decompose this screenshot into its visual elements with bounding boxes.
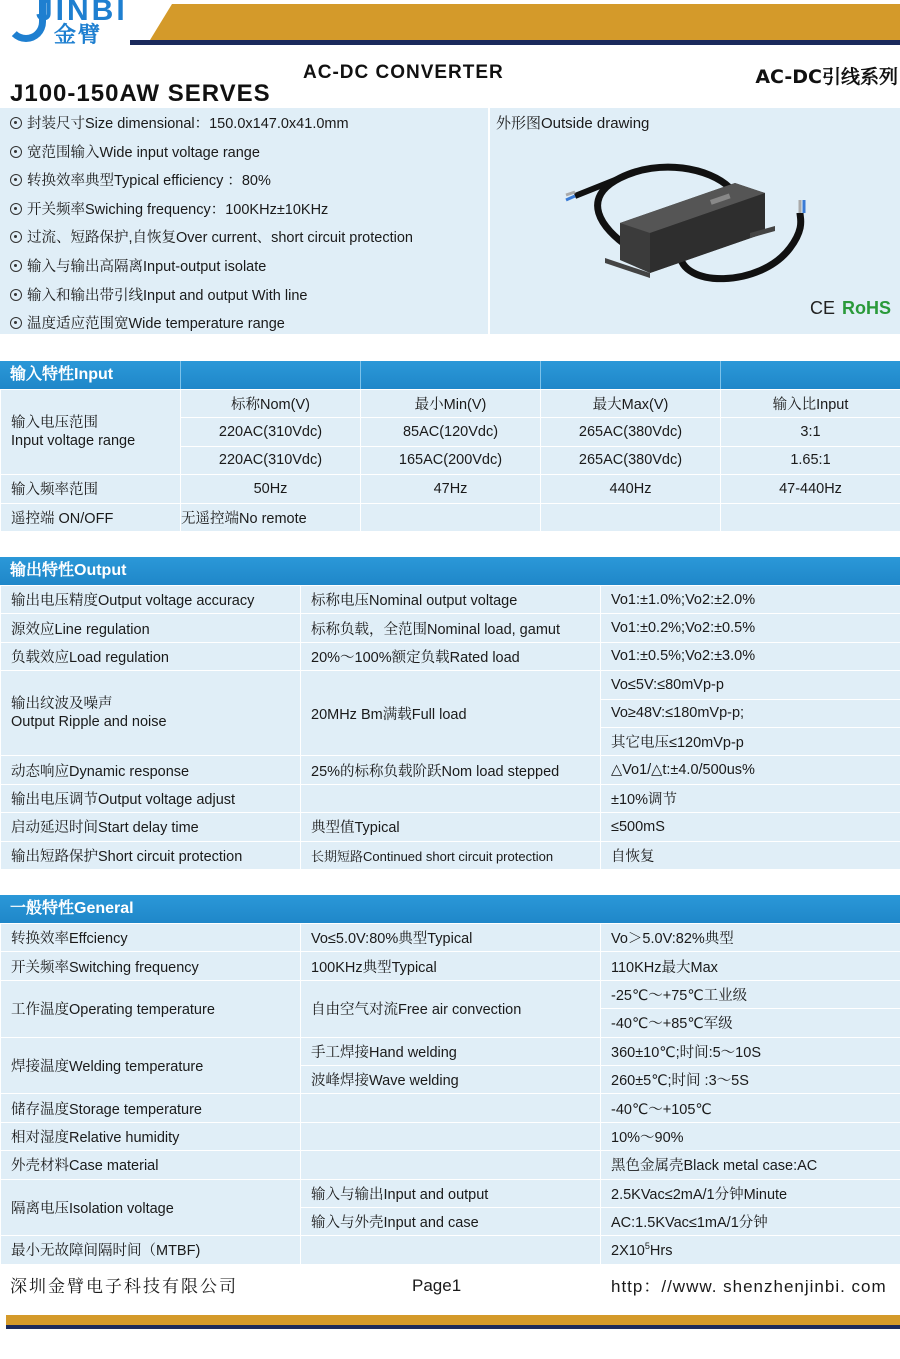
feature-item: 过流、短路保护,自恢复Over current、short circuit protection (0, 224, 488, 253)
table-cell: 47Hz (361, 475, 541, 503)
table-cell: 265AC(380Vdc) (541, 418, 721, 446)
table-cell: AC:1.5KVac≤1mA/1分钟 (601, 1207, 900, 1235)
row-label: 相对湿度Relative humidity (1, 1122, 301, 1150)
table-cell: ≤500mS (601, 813, 900, 841)
column-header: 输入比Input (721, 390, 900, 418)
table-cell: Vo＞5.0V:82%典型 (601, 924, 900, 952)
output-section (0, 557, 900, 870)
product-image (560, 138, 820, 298)
table-cell: 25%的标称负载阶跃Nom load stepped (301, 756, 601, 784)
features-list (0, 108, 488, 339)
table-cell: Vo≤5.0V:80%典型Typical (301, 924, 601, 952)
row-label: 输出短路保护Short circuit protection (1, 841, 301, 869)
general-section-header: 一般特性General (0, 895, 900, 923)
footer-page-number: Page1 (412, 1276, 462, 1295)
feature-item: 转换效率典型Typical efficiency ：80% (0, 167, 488, 196)
row-label: 转换效率Effciency (1, 924, 301, 952)
table-cell: 265AC(380Vdc) (541, 446, 721, 474)
row-label: 源效应Line regulation (1, 614, 301, 642)
table-cell: 220AC(310Vdc) (181, 418, 361, 446)
footer-website-link[interactable]: http：//www. shenzhenjinbi. com (611, 1277, 887, 1296)
row-label: 动态响应Dynamic response (1, 756, 301, 784)
table-row (1, 390, 900, 418)
table-cell: Vo1:±0.2%;Vo2:±0.5% (601, 614, 900, 642)
column-header: 标称Nom(V) (181, 390, 361, 418)
table-cell: 标称负载，全范围Nominal load, gamut (301, 614, 601, 642)
bullet-icon (10, 174, 22, 186)
table-cell: 自恢复 (601, 841, 900, 869)
bullet-icon (10, 117, 22, 129)
bullet-icon (10, 317, 22, 329)
bullet-icon (10, 231, 22, 243)
table-cell: 20%～100%额定负载Rated load (301, 642, 601, 670)
table-cell: 110KHz最大Max (601, 952, 900, 980)
feature-item: 开关频率Swiching frequency：100KHz±10KHz (0, 196, 488, 225)
logo-latin-text: JINBI (36, 0, 128, 27)
table-cell: 黑色金属壳Black metal case:AC (601, 1151, 900, 1179)
table-cell (301, 784, 601, 812)
row-label: 负载效应Load regulation (1, 642, 301, 670)
output-table (0, 585, 900, 870)
row-label: 输入频率范围 (1, 475, 181, 503)
table-cell: △Vo1/△t:±4.0/500us% (601, 756, 900, 784)
table-cell: 220AC(310Vdc) (181, 446, 361, 474)
feature-item: 宽范围输入Wide input voltage range (0, 139, 488, 168)
bullet-icon (10, 203, 22, 215)
table-cell (541, 503, 721, 531)
row-label: 启动延迟时间Start delay time (1, 813, 301, 841)
model-title: J100-150AW SERVES (10, 80, 271, 107)
table-cell: 无遥控端No remote (181, 503, 361, 531)
table-cell (301, 1094, 601, 1122)
table-row (1, 475, 900, 503)
table-row (1, 980, 900, 1008)
table-row (1, 1151, 900, 1179)
general-section (0, 895, 900, 1265)
table-row (1, 503, 900, 531)
table-cell: Vo1:±0.5%;Vo2:±3.0% (601, 642, 900, 670)
feature-item: 输入与输出高隔离Input-output isolate (0, 253, 488, 282)
table-cell: -40℃～+85℃军级 (601, 1009, 900, 1037)
table-cell: Vo≥48V:≤180mVp-p; (601, 699, 900, 727)
outside-drawing-panel (490, 108, 900, 334)
converter-title: AC-DC CONVERTER (303, 62, 504, 83)
ripple-label: 输出纹波及噪声 Output Ripple and noise (1, 671, 301, 756)
table-cell: 输入与输出Input and output (301, 1179, 601, 1207)
logo-cn-text: 金臂 (54, 23, 103, 48)
table-cell: 165AC(200Vdc) (361, 446, 541, 474)
header-gold-stripe (150, 4, 900, 40)
table-row (1, 1094, 900, 1122)
table-row (1, 586, 900, 614)
table-row (1, 642, 900, 670)
table-cell: 手工焊接Hand welding (301, 1037, 601, 1065)
table-cell (301, 1236, 601, 1264)
table-cell: -40℃～+105℃ (601, 1094, 900, 1122)
row-label: 输出电压精度Output voltage accuracy (1, 586, 301, 614)
row-label: 最小无故障间隔时间（MTBF) (1, 1236, 301, 1264)
features-panel (0, 108, 488, 334)
header-navy-stripe (130, 40, 900, 45)
table-cell: 自由空气对流Free air convection (301, 980, 601, 1037)
row-label: 外壳材料Case material (1, 1151, 301, 1179)
table-cell: Vo1:±1.0%;Vo2:±2.0% (601, 586, 900, 614)
table-cell: 50Hz (181, 475, 361, 503)
row-label: 焊接温度Welding temperature (1, 1037, 301, 1094)
table-row (1, 952, 900, 980)
table-cell: -25℃～+75℃工业级 (601, 980, 900, 1008)
table-cell: 长期短路Continued short circuit protection (301, 841, 601, 869)
table-cell: Vo≤5V:≤80mVp-p (601, 671, 900, 699)
footer-gold-stripe (6, 1315, 900, 1325)
row-label: 工作温度Operating temperature (1, 980, 301, 1037)
ce-mark: CE (810, 298, 836, 318)
table-cell (301, 1151, 601, 1179)
table-cell: 100KHz典型Typical (301, 952, 601, 980)
table-cell: 其它电压≤120mVp-p (601, 727, 900, 755)
table-cell: 波峰焊接Wave welding (301, 1065, 601, 1093)
table-cell: 3:1 (721, 418, 900, 446)
table-cell: 20MHz Bm满载Full load (301, 671, 601, 756)
table-row (1, 813, 900, 841)
table-cell: 440Hz (541, 475, 721, 503)
general-table (0, 923, 900, 1265)
table-cell: 260±5℃;时间 :3～5S (601, 1065, 900, 1093)
table-row (1, 924, 900, 952)
row-label: 储存温度Storage temperature (1, 1094, 301, 1122)
table-row (1, 841, 900, 869)
feature-item: 温度适应范围宽Wide temperature range (0, 310, 488, 339)
company-logo (6, 0, 156, 46)
table-cell: 标称电压Nominal output voltage (301, 586, 601, 614)
series-title: AC-DC引线系列 (755, 66, 898, 88)
row-label: 开关频率Switching frequency (1, 952, 301, 980)
table-cell: 输入与外壳Input and case (301, 1207, 601, 1235)
table-row (1, 1037, 900, 1065)
table-row (1, 756, 900, 784)
table-row (1, 1122, 900, 1150)
table-cell (721, 503, 900, 531)
column-header: 最小Min(V) (361, 390, 541, 418)
row-label: 遥控端 ON/OFF (1, 503, 181, 531)
bullet-icon (10, 289, 22, 301)
footer-navy-stripe (6, 1325, 900, 1329)
feature-item: 封装尺寸Size dimensional：150.0x147.0x41.0mm (0, 110, 488, 139)
input-table (0, 389, 900, 532)
table-cell (301, 1122, 601, 1150)
table-cell: 85AC(120Vdc) (361, 418, 541, 446)
table-cell: 2.5KVac≤2mA/1分钟Minute (601, 1179, 900, 1207)
feature-item: 输入和输出带引线Input and output With line (0, 282, 488, 311)
table-cell: 1.65:1 (721, 446, 900, 474)
table-row (1, 671, 900, 699)
row-label: 隔离电压Isolation voltage (1, 1179, 301, 1236)
table-row (1, 1236, 900, 1264)
table-cell: 47-440Hz (721, 475, 900, 503)
input-section (0, 361, 900, 532)
table-cell: 10%～90% (601, 1122, 900, 1150)
bullet-icon (10, 260, 22, 272)
mtbf-value: $2X10^5Hrs$ (601, 1236, 900, 1264)
table-row (1, 614, 900, 642)
input-voltage-label: 输入电压范围 Input voltage range (1, 390, 181, 475)
table-row (1, 1179, 900, 1207)
row-label: 输出电压调节Output voltage adjust (1, 784, 301, 812)
table-cell: 360±10℃;时间:5～10S (601, 1037, 900, 1065)
drawing-title: 外形图Outside drawing (496, 115, 650, 132)
input-section-header: 输入特性Input (0, 361, 900, 389)
footer-company-name: 深圳金臂电子科技有限公司 (10, 1277, 238, 1297)
rohs-mark: RoHS (842, 298, 891, 318)
table-row (1, 784, 900, 812)
table-cell: ±10%调节 (601, 784, 900, 812)
column-header: 最大Max(V) (541, 390, 721, 418)
bullet-icon (10, 146, 22, 158)
output-section-header: 输出特性Output (0, 557, 900, 585)
table-cell (361, 503, 541, 531)
table-cell: 典型值Typical (301, 813, 601, 841)
